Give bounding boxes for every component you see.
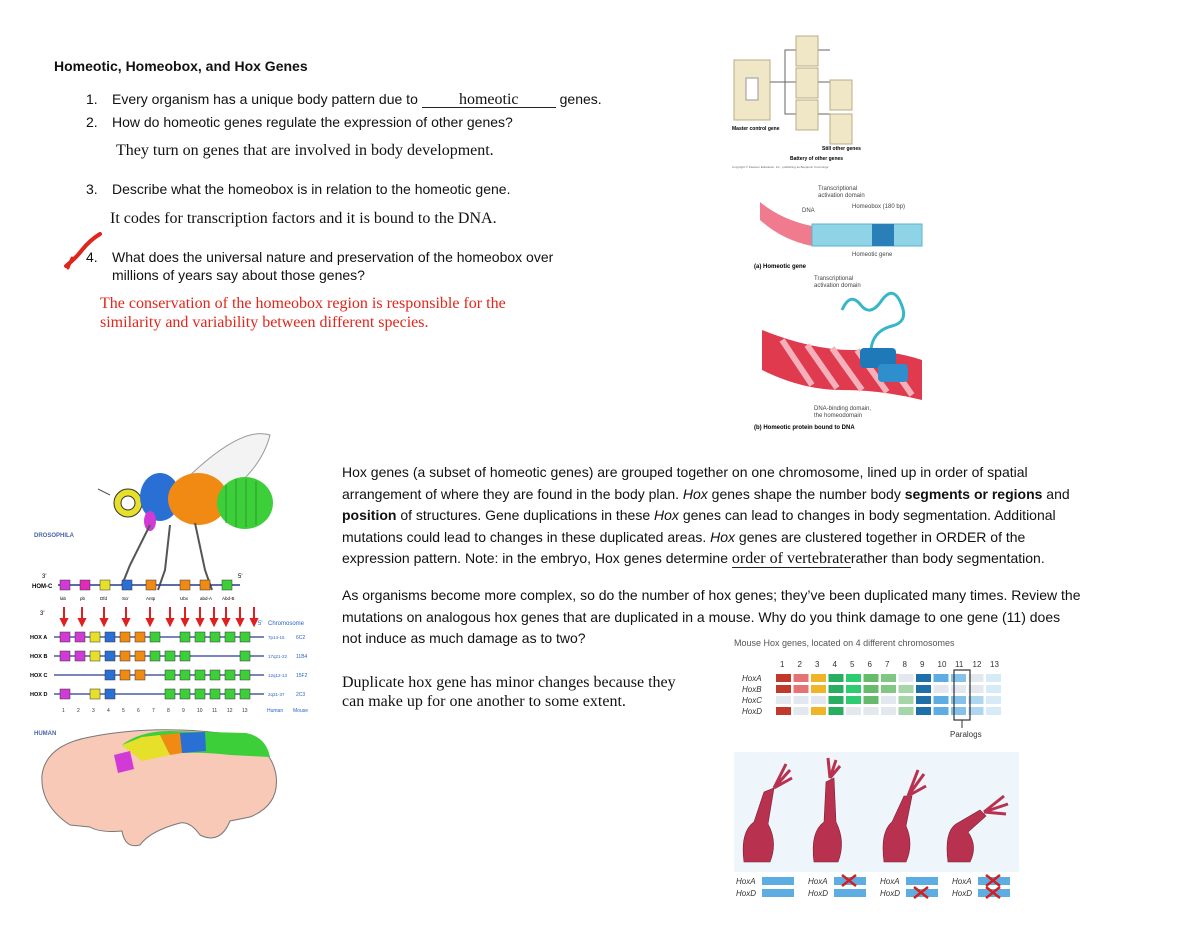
hox-gene-box xyxy=(195,689,205,699)
master-control-gene-figure xyxy=(730,30,865,170)
mouse-chromosome: 15F2 xyxy=(296,673,308,679)
hox-italic-3: Hox xyxy=(710,528,736,545)
hox-gene-box xyxy=(165,670,175,680)
mouse-gene-cell xyxy=(951,674,966,682)
mouse-gene-cell xyxy=(794,696,809,704)
mouse-gene-cell xyxy=(951,696,966,704)
question-3 xyxy=(86,180,686,198)
mouse-gene-cell xyxy=(916,685,931,693)
fly-gene-box xyxy=(200,580,210,590)
hox-line-2a: arrangement of where they are found in the body plan. xyxy=(342,485,683,502)
hox-gene-box xyxy=(195,632,205,642)
human-chromosome: 12q12-13 xyxy=(268,673,288,678)
arrow-head xyxy=(237,619,243,625)
tad-label-2: activation domain xyxy=(818,193,865,199)
fly-gene-box xyxy=(180,580,190,590)
question-text: Every organism has a unique body pattern due to xyxy=(112,91,422,107)
mouse-answer-line-1: Duplicate hox gene has minor changes because they xyxy=(342,674,676,691)
arrow-head xyxy=(167,619,173,625)
hox-gene-box xyxy=(225,670,235,680)
mouse-hox-genes-figure xyxy=(732,634,1022,744)
mouse-limb-figure xyxy=(734,752,1019,902)
mouse-gene-number: 4 xyxy=(832,660,837,669)
mouse-gene-cell xyxy=(829,685,844,693)
mouse-gene-number: 7 xyxy=(885,660,890,669)
limb-legend-label: HoxD xyxy=(808,889,829,898)
hox-gene-box xyxy=(135,670,145,680)
fly-gene-label: Dfd xyxy=(100,596,108,601)
mouse-line-2: mutations on analogous hox genes that are duplicated in a mouse. Why do you think damage to one gene (11) does xyxy=(342,608,1061,625)
mouse-row-label: HoxB xyxy=(742,685,762,694)
mouse-row-label: HoxD xyxy=(742,707,763,716)
mouse-gene-cell xyxy=(829,696,844,704)
mouse-gene-number: 2 xyxy=(797,660,802,669)
mouse-gene-cell xyxy=(951,707,966,715)
human-chromosome: 17q21-22 xyxy=(268,654,288,659)
mouse-gene-cell xyxy=(934,707,949,715)
mouse-line-3: not induce as much damage as to two? xyxy=(342,630,586,646)
mouse-gene-cell xyxy=(864,707,879,715)
question-1 xyxy=(86,90,686,108)
human-label-embryo: HUMAN xyxy=(34,731,57,737)
mouse-chromosome: 2C3 xyxy=(296,692,306,698)
dna-label: DNA xyxy=(802,208,815,214)
mouse-row-label: HoxC xyxy=(742,696,763,705)
question-text: What does the universal nature and preservation of the homeobox over xyxy=(112,249,554,265)
mouse-gene-cell xyxy=(794,685,809,693)
limb-legend-bar xyxy=(834,889,866,897)
three-prime-human: 3' xyxy=(40,611,45,617)
question-text-end: genes. xyxy=(555,91,602,107)
arrow-head xyxy=(79,619,85,625)
mouse-gene-cell xyxy=(969,685,984,693)
mouse-gene-cell xyxy=(986,674,1001,682)
hox-gene-box xyxy=(240,632,250,642)
hox-line-4c: genes are clustered together in ORDER of the xyxy=(735,528,1026,545)
fly-gene-box xyxy=(146,580,156,590)
question-text-2: millions of years say about those genes? xyxy=(112,267,365,283)
hox-bold: segments or regions xyxy=(904,485,1043,502)
fly-gene-label: pb xyxy=(80,596,86,601)
question-text: How do homeotic genes regulate the expression of other genes? xyxy=(112,114,513,130)
mouse-gene-cell xyxy=(934,674,949,682)
hox-number: 1 xyxy=(62,708,65,714)
arrow-head xyxy=(197,619,203,625)
mouse-gene-cell xyxy=(864,674,879,682)
hox-line-4 xyxy=(342,527,1162,549)
mouse-gene-number: 10 xyxy=(937,660,947,669)
question-text: Describe what the homeobox is in relation to the homeotic gene. xyxy=(112,181,511,197)
limb-legend-label: HoxA xyxy=(808,877,828,886)
five-prime-fly: 5' xyxy=(238,574,243,580)
limb-legend-bar xyxy=(906,877,938,885)
hox-number: 9 xyxy=(182,708,185,714)
hox-line-5c: rather than body segmentation. xyxy=(850,550,1045,566)
fly-gene-box xyxy=(60,580,70,590)
mouse-gene-cell xyxy=(811,696,826,704)
mouse-row-label: HoxA xyxy=(742,674,762,683)
hox-gene-box xyxy=(105,632,115,642)
mouse-gene-cell xyxy=(986,707,1001,715)
arrow-head xyxy=(251,619,257,625)
mouse-gene-cell xyxy=(986,696,1001,704)
hox-number: 7 xyxy=(152,708,155,714)
mouse-gene-number: 9 xyxy=(920,660,925,669)
human-label: Human xyxy=(267,708,284,714)
question-4 xyxy=(86,248,686,284)
hox-number: 3 xyxy=(92,708,95,714)
limb-legend-label: HoxD xyxy=(880,889,901,898)
mouse-gene-cell xyxy=(881,685,896,693)
mouse-gene-cell xyxy=(776,674,791,682)
mouse-gene-number: 12 xyxy=(972,660,982,669)
mouse-line-1: As organisms become more complex, so do the number of hox genes; they’ve been duplicated many times. Review the xyxy=(342,587,1081,603)
answer-2: They turn on genes that are involved in body development. xyxy=(116,142,494,159)
five-prime-human: 5' xyxy=(258,621,263,627)
chromosome-header: Chromosome xyxy=(268,621,305,627)
tad-b-label: Transcriptional xyxy=(814,276,854,282)
hox-gene-box xyxy=(60,651,70,661)
three-prime-fly: 3' xyxy=(42,574,47,580)
arrow-head xyxy=(211,619,217,625)
hox-number: 2 xyxy=(77,708,80,714)
hox-gene-box xyxy=(75,651,85,661)
question-number: 3. xyxy=(86,181,98,197)
mouse-gene-cell xyxy=(934,696,949,704)
mouse-gene-cell xyxy=(811,674,826,682)
arrow-head xyxy=(101,619,107,625)
mouse-figure-title: Mouse Hox genes, located on 4 different chromosomes xyxy=(734,638,955,648)
mouse-gene-number: 3 xyxy=(815,660,820,669)
answer-4-line-2: similarity and variability between different species. xyxy=(100,314,429,331)
mouse-gene-cell xyxy=(969,696,984,704)
hox-gene-box xyxy=(165,651,175,661)
hox-italic-2: Hox xyxy=(654,507,679,523)
hox-number: 10 xyxy=(197,708,203,714)
mouse-gene-cell xyxy=(951,685,966,693)
hox-line-5 xyxy=(342,548,1162,570)
hox-line-3b: of structures. Gene duplications in these xyxy=(396,507,655,523)
hox-gene-box xyxy=(120,670,130,680)
arrow-head xyxy=(123,619,129,625)
mouse-gene-cell xyxy=(846,685,861,693)
hox-number: 13 xyxy=(242,708,248,714)
hox-gene-box xyxy=(240,670,250,680)
mouse-gene-cell xyxy=(846,696,861,704)
page-title: Homeotic, Homeobox, and Hox Genes xyxy=(54,58,308,74)
fly-gene-label: lab xyxy=(60,596,67,601)
fly-gene-label: Antp xyxy=(146,596,156,601)
hox-row-label: HOX A xyxy=(30,635,48,641)
mouse-gene-cell xyxy=(864,696,879,704)
limb-legend-bar xyxy=(762,889,794,897)
hox-gene-box xyxy=(150,632,160,642)
fly-gene-label: abd-A xyxy=(200,596,213,601)
hox-paragraph xyxy=(342,462,1162,570)
answer-4-line-1: The conservation of the homeobox region is responsible for the xyxy=(100,295,506,312)
fly-gene-label: Abd-B xyxy=(222,596,235,601)
master-label: Master control gene xyxy=(732,126,780,132)
answer-4 xyxy=(100,294,506,332)
mouse-gene-cell xyxy=(969,674,984,682)
dbd-label: DNA-binding domain, xyxy=(814,406,872,412)
hox-gene-box xyxy=(180,651,190,661)
arrow-head xyxy=(223,619,229,625)
arrow-head xyxy=(61,619,67,625)
mouse-gene-cell xyxy=(846,707,861,715)
gene-label: Homeotic gene xyxy=(852,252,893,258)
fly-gene-box xyxy=(122,580,132,590)
answer-blank: homeotic xyxy=(422,93,556,108)
hox-gene-box xyxy=(180,670,190,680)
mouse-gene-cell xyxy=(811,685,826,693)
question-2 xyxy=(86,113,686,131)
homeobox-figure xyxy=(752,180,932,435)
hox-gene-box xyxy=(180,632,190,642)
hox-gene-box xyxy=(120,632,130,642)
hox-gene-box xyxy=(210,632,220,642)
hox-gene-box xyxy=(105,689,115,699)
human-chromosome: 7p14-15 xyxy=(268,635,285,640)
fly-gene-box xyxy=(222,580,232,590)
hox-gene-box xyxy=(60,689,70,699)
mouse-chromosome: 11B4 xyxy=(296,654,308,660)
question-number: 4. xyxy=(86,249,98,265)
mouse-gene-cell xyxy=(864,685,879,693)
answer-3: It codes for transcription factors and it is bound to the DNA. xyxy=(110,210,497,227)
mouse-gene-cell xyxy=(881,707,896,715)
mouse-gene-cell xyxy=(811,707,826,715)
question-number: 1. xyxy=(86,91,98,107)
hox-gene-box xyxy=(195,670,205,680)
human-chromosome: 2q31-37 xyxy=(268,692,285,697)
hox-gene-box xyxy=(90,651,100,661)
hox-gene-box xyxy=(135,632,145,642)
hox-gene-box xyxy=(105,651,115,661)
hox-gene-box xyxy=(75,632,85,642)
hox-gene-box xyxy=(210,670,220,680)
hox-gene-box xyxy=(225,632,235,642)
homeobox-label: Homeobox (180 bp) xyxy=(852,204,906,210)
still-label: Still other genes xyxy=(822,146,861,152)
hox-line-5a: expression pattern. Note: in the embryo, Hox genes determine xyxy=(342,550,732,566)
tad-b-label-2: activation domain xyxy=(814,283,861,289)
mouse-gene-cell xyxy=(934,685,949,693)
homc-label: HOM-C xyxy=(32,584,53,590)
mouse-gene-cell xyxy=(846,674,861,682)
mouse-gene-number: 13 xyxy=(990,660,999,669)
drosophila-human-hox-figure xyxy=(30,425,330,850)
fly-gene-label: Ubx xyxy=(180,596,189,601)
hox-gene-box xyxy=(225,689,235,699)
hox-gene-box xyxy=(120,651,130,661)
mouse-gene-number: 1 xyxy=(780,660,785,669)
mouse-gene-cell xyxy=(881,674,896,682)
hox-number: 11 xyxy=(212,708,218,714)
mouse-gene-cell xyxy=(916,707,931,715)
hox-row-label: HOX B xyxy=(30,654,48,660)
mouse-gene-cell xyxy=(899,707,914,715)
hox-gene-box xyxy=(90,689,100,699)
hox-gene-box xyxy=(90,632,100,642)
mouse-gene-number: 6 xyxy=(867,660,872,669)
mouse-gene-cell xyxy=(794,674,809,682)
mouse-gene-cell xyxy=(776,696,791,704)
hox-number: 4 xyxy=(107,708,110,714)
fly-gene-label: Scr xyxy=(122,596,129,601)
mouse-gene-cell xyxy=(899,674,914,682)
drosophila-label: DROSOPHILA xyxy=(34,533,75,539)
mouse-gene-cell xyxy=(899,696,914,704)
dbd-label-2: the homeodomain xyxy=(814,413,863,419)
limb-legend-label: HoxD xyxy=(736,889,757,898)
hox-number: 8 xyxy=(167,708,170,714)
hox-gene-box xyxy=(165,689,175,699)
limb-legend-label: HoxA xyxy=(952,877,972,886)
hox-line-4a: mutations could lead to changes in these duplicated areas. xyxy=(342,528,711,545)
mouse-gene-cell xyxy=(986,685,1001,693)
mouse-chromosome: 6C2 xyxy=(296,635,306,641)
hox-gene-box xyxy=(240,689,250,699)
mouse-gene-cell xyxy=(899,685,914,693)
paralogs-label: Paralogs xyxy=(950,730,982,739)
hox-handwritten-answer: order of vertebrate xyxy=(731,550,851,567)
mouse-gene-number: 5 xyxy=(850,660,855,669)
question-number: 2. xyxy=(86,114,98,130)
mouse-gene-cell xyxy=(794,707,809,715)
arrow-head xyxy=(182,619,188,625)
hox-gene-box xyxy=(180,689,190,699)
hox-line-2e: and xyxy=(1042,485,1070,502)
tad-label: Transcriptional xyxy=(818,186,858,192)
hox-row-label: HOX D xyxy=(30,692,48,698)
hox-number: 6 xyxy=(137,708,140,714)
hox-italic: Hox xyxy=(682,485,708,502)
mouse-gene-cell xyxy=(829,674,844,682)
hox-gene-box xyxy=(60,632,70,642)
arrow-head xyxy=(147,619,153,625)
hox-row-label: HOX C xyxy=(30,673,48,679)
hox-gene-box xyxy=(240,651,250,661)
caption-a: (a) Homeotic gene xyxy=(754,264,807,270)
limb-legend-label: HoxA xyxy=(736,877,756,886)
fly-gene-box xyxy=(80,580,90,590)
hox-gene-box xyxy=(150,651,160,661)
hox-line-2 xyxy=(342,484,1162,506)
mouse-gene-cell xyxy=(916,696,931,704)
limb-legend-label: HoxA xyxy=(880,877,900,886)
fly-gene-box xyxy=(100,580,110,590)
mouse-gene-cell xyxy=(969,707,984,715)
copyright-label: Copyright © Pearson Education, Inc., publishing as Benjamin Cummings. xyxy=(732,165,830,169)
mouse-gene-number: 11 xyxy=(955,660,964,669)
hox-number: 5 xyxy=(122,708,125,714)
limb-legend-bar xyxy=(762,877,794,885)
hox-gene-box xyxy=(105,670,115,680)
mouse-gene-cell xyxy=(776,685,791,693)
battery-label: Battery of other genes xyxy=(790,156,844,162)
hox-line-3 xyxy=(342,505,1162,527)
hox-line-2c: genes shape the number body xyxy=(707,485,905,502)
mouse-label: Mouse xyxy=(293,708,309,714)
mouse-gene-cell xyxy=(916,674,931,682)
mouse-answer-line-2: can make up for one another to some extent. xyxy=(342,693,626,710)
mouse-gene-cell xyxy=(776,707,791,715)
hox-line-3d: genes can lead to changes in body segmentation. Additional xyxy=(678,507,1056,523)
hox-number: 12 xyxy=(227,708,233,714)
mouse-gene-cell xyxy=(829,707,844,715)
hox-gene-box xyxy=(135,651,145,661)
mouse-gene-cell xyxy=(881,696,896,704)
limb-legend-label: HoxD xyxy=(952,889,973,898)
hox-gene-box xyxy=(210,689,220,699)
mouse-answer xyxy=(342,673,676,711)
hox-line-1: Hox genes (a subset of homeotic genes) are grouped together on one chromosome, lined up in order of spatial xyxy=(342,464,1028,480)
caption-b: (b) Homeotic protein bound to DNA xyxy=(754,425,855,431)
mouse-gene-number: 8 xyxy=(902,660,907,669)
hox-bold-position: position xyxy=(342,507,397,523)
